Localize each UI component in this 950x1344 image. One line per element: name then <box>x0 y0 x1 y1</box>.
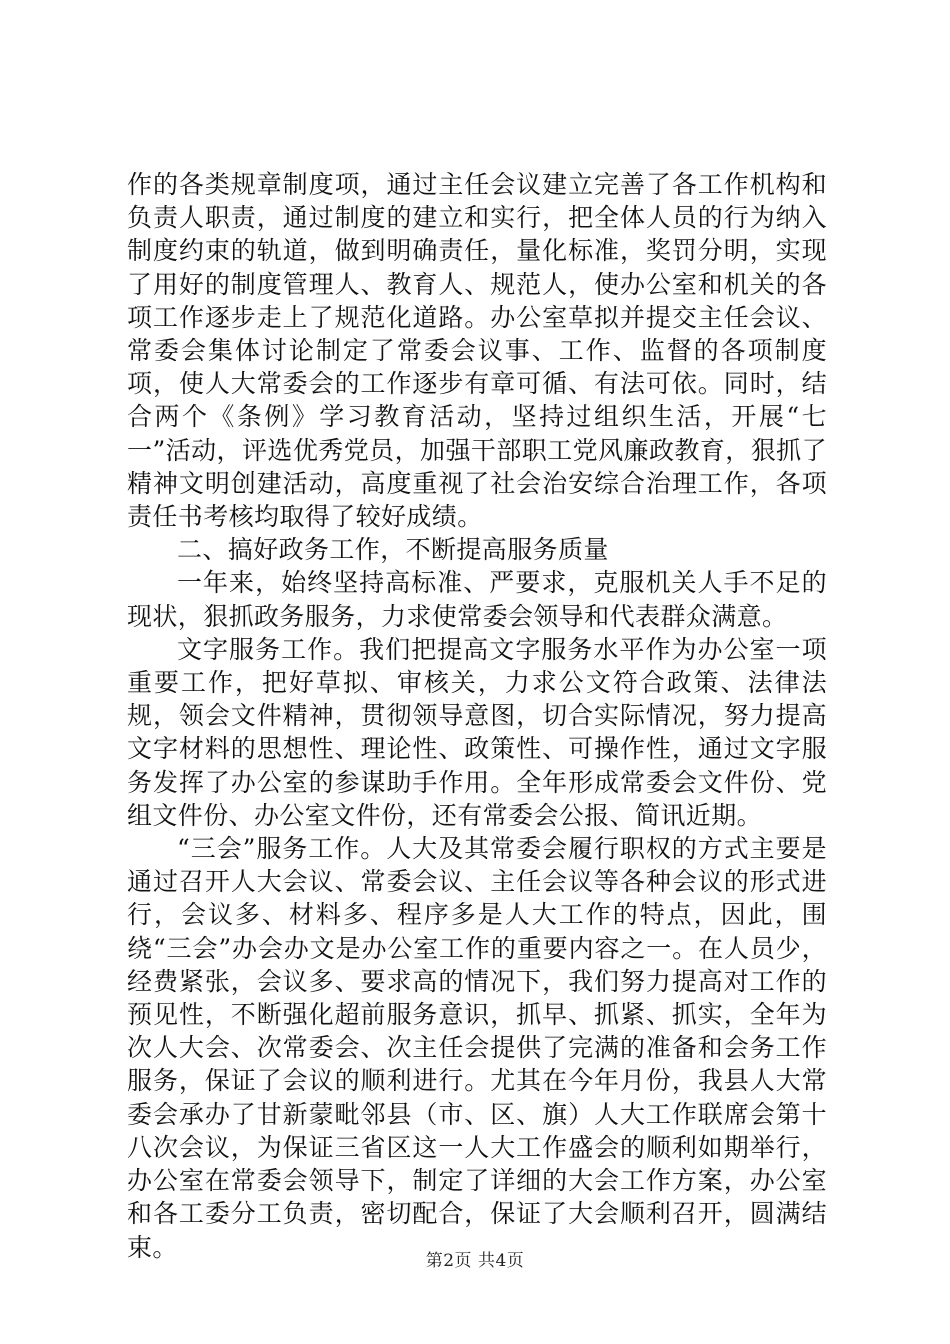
paragraph-yearly-summary: 一年来，始终坚持高标准、严要求，克服机关人手不足的现状，狠抓政务服务，力求使常委会领导和代表群众满意。 <box>127 568 827 631</box>
paragraph-writing-service: 文字服务工作。我们把提高文字服务水平作为办公室一项重要工作，把好草拟、审核关，力求公文符合政策、法律法规，领会文件精神，贯彻领导意图，切合实际情况，努力提高文字材料的思想性、理论性、政策性、可操作性，通过文字服务发挥了办公室的参谋助手作用。全年形成常委会文件份、党组文件份、办公室文件份，还有常委会公报、简讯近期。 <box>127 634 827 830</box>
paragraph-regulations: 作的各类规章制度项，通过主任会议建立完善了各工作机构和负责人职责，通过制度的建立和实行，把全体人员的行为纳入制度约束的轨道，做到明确责任，量化标准，奖罚分明，实现了用好的制度管理人、教育人、规范人，使办公室和机关的各项工作逐步走上了规范化道路。办公室草拟并提交主任会议、常委会集体讨论制定了常委会议事、工作、监督的各项制度项，使人大常委会的工作逐步有章可循、有法可依。同时，结合两个《条例》学习教育活动，坚持过组织生活，开展“七一”活动，评选优秀党员，加强干部职工党风廉政教育，狠抓了精神文明创建活动，高度重视了社会治安综合治理工作，各项责任书考核均取得了较好成绩。 <box>127 170 827 532</box>
document-body <box>127 168 827 1264</box>
page-number-footer: 第2页 共4页 <box>425 1251 525 1271</box>
paragraph-three-meetings-service: “三会”服务工作。人大及其常委会履行职权的方式主要是通过召开人大会议、常委会议、主任会议等各种会议的形式进行，会议多、材料多、程序多是人大工作的特点，因此，围绕“三会”办会办文是办公室工作的重要内容之一。在人员少，经费紧张，会议多、要求高的情况下，我们努力提高对工作的预见性，不断强化超前服务意识，抓早、抓紧、抓实，全年为次人大会、次常委会、次主任会提供了完满的准备和会务工作服务，保证了会议的顺利进行。尤其在今年月份，我县人大常委会承办了甘新蒙毗邻县（市、区、旗）人大工作联席会第十八次会议，为保证三省区这一人大工作盛会的顺利如期举行，办公室在常委会领导下，制定了详细的大会工作方案，办公室和各工委分工负责，密切配合，保证了大会顺利召开，圆满结束。 <box>127 834 827 1262</box>
section-heading-government-affairs: 二、搞好政务工作，不断提高服务质量 <box>177 535 609 565</box>
